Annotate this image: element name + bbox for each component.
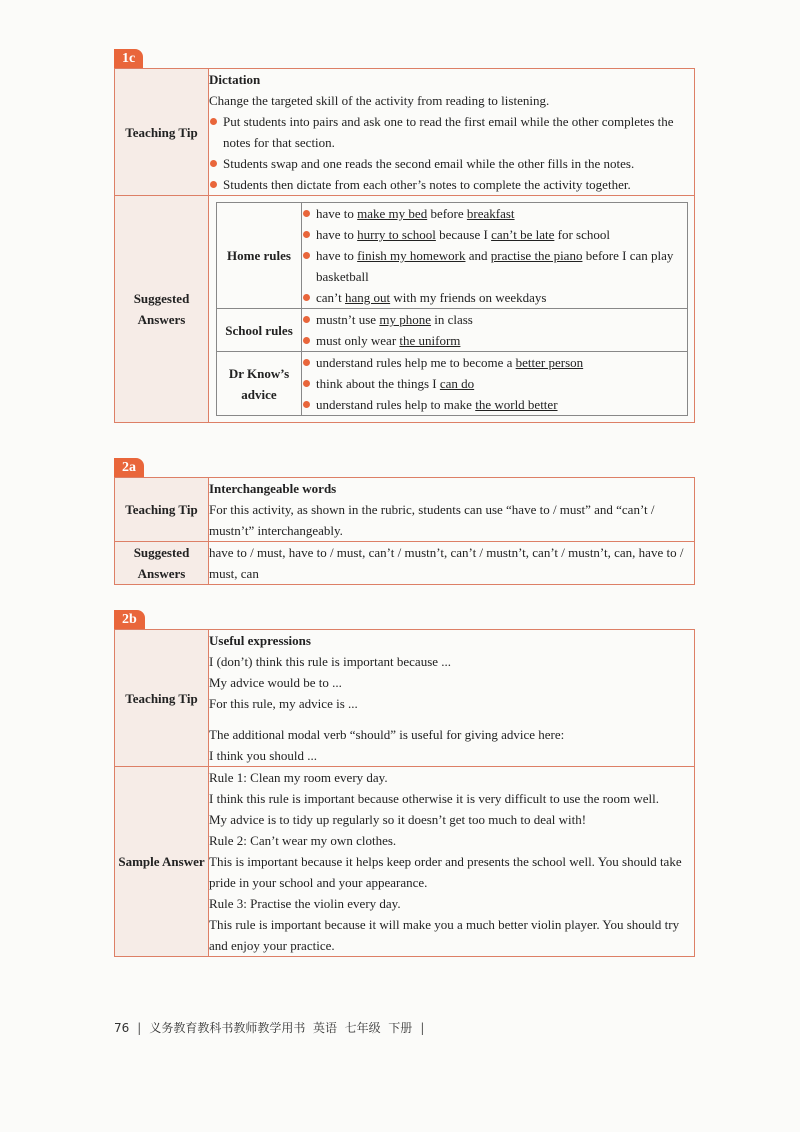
school-rules-content (302, 309, 688, 352)
tip-line: For this rule, my advice is ... (209, 696, 358, 711)
tip-title: Useful expressions (209, 633, 311, 648)
answer-line: Rule 2: Can’t wear my own clothes. (209, 833, 397, 848)
tip-line: My advice would be to ... (209, 675, 342, 690)
teaching-tip-label: Teaching Tip (115, 630, 209, 767)
list-item: have to make my bed before breakfast (302, 203, 687, 224)
suggested-answers-label: Suggested Answers (115, 542, 209, 585)
tip-title: Interchangeable words (209, 481, 337, 496)
advice-row (217, 352, 688, 416)
list-item: think about the things I can do (302, 373, 687, 394)
tip-line: The additional modal verb “should” is useful for giving advice here: (209, 727, 565, 742)
school-rules-label: School rules (217, 309, 302, 352)
page-footer: 76 | 义务教育教科书教师教学用书 英语 七年级 下册 | (114, 1021, 425, 1035)
section-tab-2a: 2a (114, 458, 144, 478)
teaching-tip-label: Teaching Tip (115, 69, 209, 196)
answer-line: Rule 3: Practise the violin every day. (209, 896, 401, 911)
list-item: understand rules help to make the world better (302, 394, 687, 415)
list-item: can’t hang out with my friends on weekdays (302, 287, 687, 308)
teaching-tip-content (209, 630, 695, 767)
volume: 下册 (388, 1021, 413, 1035)
section-2b-table (114, 629, 695, 957)
list-item: Students swap and one reads the second email while the other fills in the notes. (209, 153, 694, 174)
subject: 英语 (312, 1021, 337, 1035)
tip-line: I (don’t) think this rule is important because ... (209, 654, 452, 669)
suggested-answers-label: Suggested Answers (115, 196, 209, 423)
teaching-tip-label: Teaching Tip (115, 478, 209, 542)
list-item: have to finish my homework and practise the piano before I can play basketball (302, 245, 687, 287)
list-item: understand rules help me to become a better person (302, 352, 687, 373)
tip-intro: Change the targeted skill of the activity from reading to listening. (209, 93, 550, 108)
home-rules-content (302, 203, 688, 309)
sample-answer-content (209, 767, 695, 957)
tip-title: Dictation (209, 72, 261, 87)
suggested-answers-row (115, 542, 695, 585)
teaching-tip-content (209, 69, 695, 196)
advice-label: Dr Know’s advice (217, 352, 302, 416)
list-item: mustn’t use my phone in class (302, 309, 687, 330)
section-2a-table (114, 477, 695, 585)
section-tab-1c: 1c (114, 49, 143, 69)
sample-answer-label: Sample Answer (115, 767, 209, 957)
teaching-tip-row (115, 630, 695, 767)
answer-line: This is important because it helps keep order and presents the school well. You should take pride in your school and your appearance. (209, 854, 682, 890)
home-rules-row (217, 203, 688, 309)
rules-table (216, 202, 688, 416)
answer-line: This rule is important because it will make you a much better violin player. You should try and enjoy your practice. (209, 917, 680, 953)
teaching-tip-row (115, 69, 695, 196)
list-item: Put students into pairs and ask one to read the first email while the other completes the notes for that section. (209, 111, 694, 153)
section-tab-2b: 2b (114, 610, 145, 630)
suggested-answers-text: have to / must, have to / must, can’t / mustn’t, can’t / mustn’t, can’t / mustn’t, can, have to / must, can (209, 542, 695, 585)
suggested-answers-row (115, 196, 695, 423)
tip-bullet-list (209, 111, 694, 195)
tip-line: I think you should ... (209, 748, 317, 763)
sample-answer-row (115, 767, 695, 957)
grade: 七年级 (344, 1021, 381, 1035)
list-item: Students then dictate from each other’s notes to complete the activity together. (209, 174, 694, 195)
section-1c-table (114, 68, 695, 423)
answer-line: Rule 1: Clean my room every day. (209, 770, 388, 785)
book-title: 义务教育教科书教师教学用书 (149, 1021, 306, 1035)
list-item: must only wear the uniform (302, 330, 687, 351)
answer-line: I think this rule is important because otherwise it is very difficult to use the room well. (209, 791, 659, 806)
teaching-tip-content (209, 478, 695, 542)
page-number: 76 (114, 1021, 130, 1035)
home-rules-label: Home rules (217, 203, 302, 309)
tip-text: For this activity, as shown in the rubric, students can use “have to / must” and “can’t / mustn’t” interchangeably. (209, 502, 655, 538)
answer-line: My advice is to tidy up regularly so it doesn’t get too much to deal with! (209, 812, 587, 827)
school-rules-row (217, 309, 688, 352)
teaching-tip-row (115, 478, 695, 542)
advice-content (302, 352, 688, 416)
suggested-answers-content (209, 196, 695, 423)
list-item: have to hurry to school because I can’t be late for school (302, 224, 687, 245)
